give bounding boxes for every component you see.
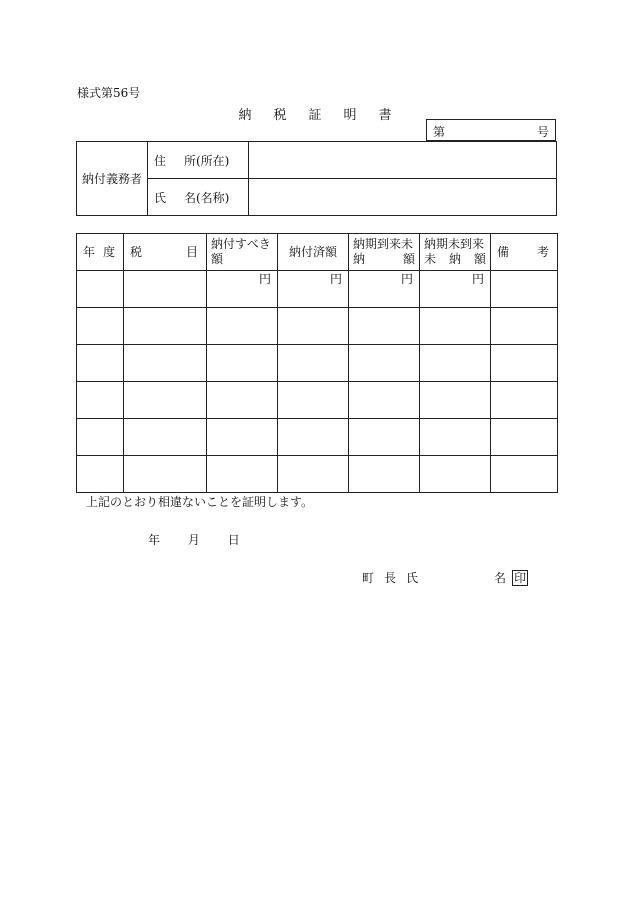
mayor-signature-line: 町 長 氏 名 印 <box>362 571 527 585</box>
header-amount-paid: 納付済額 <box>278 234 349 271</box>
header-remarks: 備 考 <box>491 234 558 271</box>
table-row <box>77 271 558 308</box>
header-tax-item: 税 目 <box>124 234 207 271</box>
header-amount-due: 納付すべき 額 <box>207 234 278 271</box>
table-header-row <box>77 234 558 271</box>
table-row <box>77 382 558 419</box>
date-line <box>148 531 264 548</box>
table-row <box>77 456 558 493</box>
name-field[interactable] <box>249 179 557 216</box>
tax-table <box>76 233 558 493</box>
yen-unit[interactable]: 円 <box>207 271 278 308</box>
yen-unit[interactable]: 円 <box>278 271 349 308</box>
address-label: 住 所(所在) <box>148 142 249 179</box>
table-row <box>77 345 558 382</box>
date-year: 年 <box>148 533 161 547</box>
mayor-name-label: 名 <box>494 571 507 585</box>
header-not-yet-due: 納期未到来 未 納 額 <box>420 234 491 271</box>
taxpayer-label: 納付義務者 <box>77 142 148 216</box>
header-fiscal-year: 年 度 <box>77 234 124 271</box>
date-day: 日 <box>227 533 240 547</box>
table-row <box>77 308 558 345</box>
name-label: 氏 名(名称) <box>148 179 249 216</box>
document-title: 納税証明書 <box>238 108 414 123</box>
certificate-number-box <box>426 119 556 141</box>
yen-unit[interactable]: 円 <box>420 271 491 308</box>
form-number: 様式第56号 <box>77 86 141 100</box>
header-overdue-unpaid: 納期到来未 納 額 <box>349 234 420 271</box>
certification-statement: 上記のとおり相違ないことを証明します。 <box>86 495 314 509</box>
taxpayer-table <box>76 141 557 216</box>
table-row <box>77 419 558 456</box>
address-field[interactable] <box>249 142 557 179</box>
number-prefix: 第 <box>433 125 446 139</box>
number-suffix: 号 <box>536 125 549 139</box>
seal-mark: 印 <box>514 571 527 585</box>
date-month: 月 <box>187 533 200 547</box>
yen-unit[interactable]: 円 <box>349 271 420 308</box>
